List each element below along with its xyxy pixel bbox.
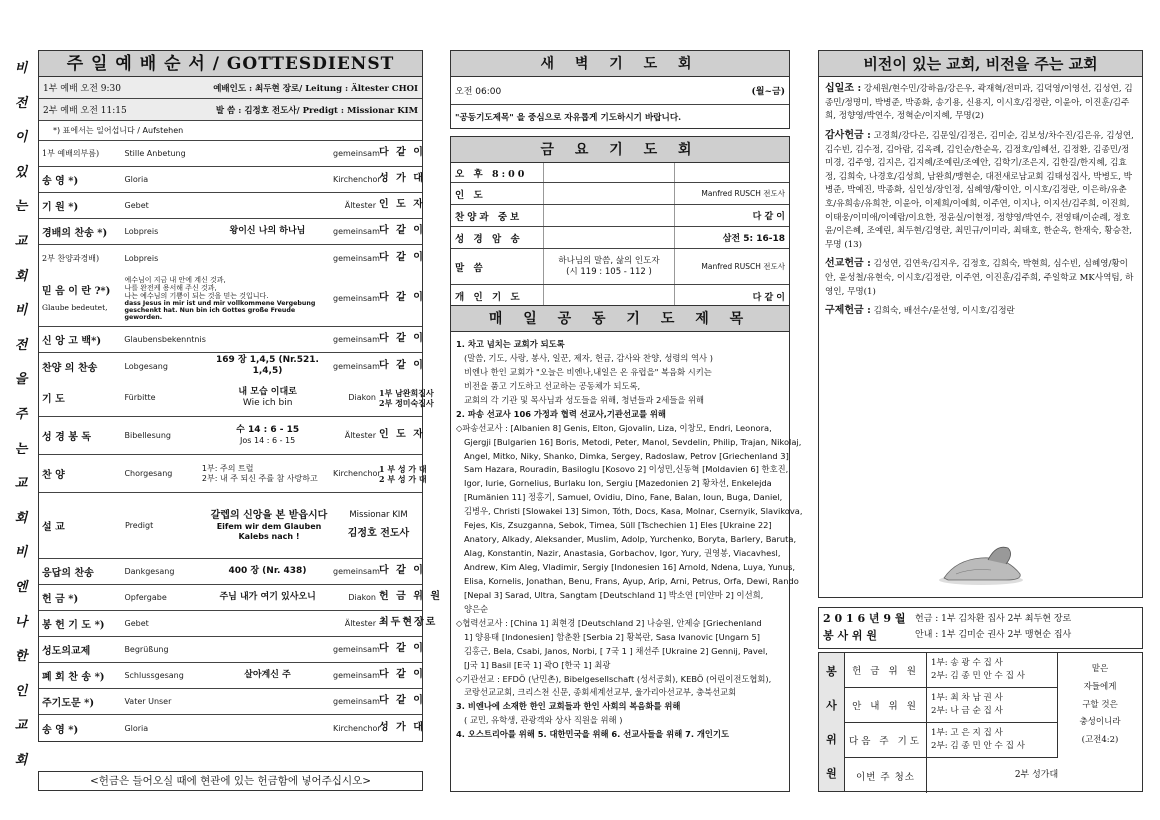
service-item-label: 신 앙 고 백*)	[42, 336, 102, 347]
service-item-content: 왕이신 나의 하나님	[229, 226, 306, 237]
sermon-title-de-2: Kalebs nach !	[238, 531, 300, 541]
duty-side-char: 위	[826, 733, 837, 746]
friday-row	[451, 227, 789, 249]
friday-item-content	[543, 227, 675, 248]
vertical-char: 이	[14, 130, 28, 146]
vertical-char: 비	[14, 61, 28, 76]
creed-line: 나를 완전케 용서해 주신 것과,	[124, 283, 217, 292]
service-item-part: Kirchenchor	[333, 723, 381, 733]
sermon-row	[39, 493, 422, 559]
vertical-char: 비	[14, 303, 28, 319]
vertical-char: 교	[14, 476, 28, 492]
worship-title: 주 일 예 배 순 서 / GOTTESDIENST	[39, 51, 422, 77]
service-item-leader: 인 도 자	[379, 199, 425, 211]
duty-row	[845, 723, 1057, 758]
prayer-line: 양은순	[464, 603, 489, 614]
offerings-panel	[818, 50, 1143, 598]
vertical-char: 교	[14, 718, 28, 734]
service-row	[39, 585, 443, 611]
sermon-title	[203, 510, 335, 541]
quote-line: 구할 것은	[1082, 699, 1118, 710]
leader: 예배인도 : 최두현 장로/ Leitung : Ältester CHOI	[213, 83, 418, 94]
duty-row	[845, 653, 1057, 688]
vertical-char: 교	[14, 233, 28, 249]
duty-side-char: 원	[826, 767, 837, 780]
duty-people	[927, 692, 1003, 718]
choir-label: 찬 양	[42, 470, 65, 481]
daily-prayer-title: 매 일 공 동 기 도 제 목	[451, 306, 789, 332]
intercession-hymn-ko: 내 모습 이대로	[238, 386, 297, 397]
friday-item-content	[543, 285, 675, 307]
service-row	[39, 663, 425, 689]
choir-song-1: 1부: 주의 트럴	[201, 463, 254, 473]
service-item-part: gemeinsam	[333, 671, 380, 680]
choir-leader-2: 2 부 성 가 대	[379, 473, 427, 484]
service-item-label: 2부 찬양과경배)	[42, 253, 100, 263]
prayer-line: [J국 1] Basil [E국 1] 곽O [한국 1] 최광	[464, 659, 611, 670]
service-item-content: 169 장 1,4,5 (Nr.521. 1,4,5)	[215, 355, 319, 376]
service-item-part: Kirchenchor	[333, 175, 381, 184]
service-item-leader: 다 같 이	[379, 643, 425, 655]
service-item-part: Ältester	[344, 619, 376, 628]
tithe-section	[825, 81, 1136, 124]
creed-text	[124, 276, 333, 322]
duty-role: 헌 금 위 원	[845, 653, 927, 687]
duty-person-1: 1부: 고 은 지 집 사	[931, 728, 1003, 739]
thanks-names: 고경희/강다은, 김문일/김정은, 김미순, 김보성/차수진/김은유, 김성연, 김수빈, 김수정, 김아람, 김옥례, 김인순/한순옥, 김정호/임혜선, 김정환, 김종민/정미경, 김주영, 김지은, 김지혜/조예린/조예안, 김학기/조은지, 김한길/한지혜, 김효정, 김희숙, 나경호/김성희, 남완희/맹현순, 대전새로남교회 김태성집사, 박병도, 박병준, 박예진, 박종화, 심인성/장인정, 심혜영/황이안, 이시호/김정란, 이은하/유춘호/유희송/유희찬, 이윤아, 이제희/이예희, 이주연, 이지나, 이지선/김주희, 이진희, 이태웅/이미애/이예람/이요한, 정윤실/이현정, 정향영/박연수, 전영태/이순례, 정호윤/이은혜, 조예린, 최두현/김영란, 최민규/이미라, 최태호, 한순옥, 한재숙, 황승찬, 무명 (13)	[825, 130, 1134, 250]
creed-line: 나는 예수님의 기쁨이 되는 것을 믿는 것입니다.	[124, 291, 269, 300]
reading-label: 성 경 봉 독	[42, 432, 92, 443]
vertical-char: 엔	[14, 579, 28, 595]
friday-time-mid	[543, 163, 675, 182]
service-item-part: gemeinsam	[333, 149, 380, 158]
prayer-line: Fejes, Kis, Zsuzganna, Sebok, Timea, Süll [Tschechien 1] Eles [Ukraine 22]	[464, 520, 772, 531]
duty-person-2: 2부: 김 종 민 안 수 집 사	[931, 741, 1025, 751]
friday-item-label: 찬양과 중보	[455, 211, 523, 223]
prayer-line: 김홍근, Bela, Csabi, Janos, Norbi, [ 7국 1 ] 채선주 [Ukraine 2] Gennij, Pavel,	[464, 645, 768, 656]
choir-leader-1: 1 부 성 가 대	[379, 463, 427, 474]
vertical-char: 비	[14, 545, 28, 561]
reading-row	[39, 417, 425, 455]
service-row	[39, 327, 425, 353]
friday-item-leader: Manfred RUSCH 전도사	[701, 189, 785, 198]
intercession-leaders	[379, 387, 434, 408]
vertical-char: 는	[14, 441, 28, 457]
service-item-label: 찬양 의 찬송	[42, 362, 98, 374]
september-month: 2 0 1 6 년 9 월	[823, 612, 906, 625]
intercession-hymn-de: Wie ich bin	[242, 397, 293, 408]
service-item-de: Opfergabe	[124, 593, 167, 602]
sermon-de: Predigt	[125, 521, 154, 530]
prayer-line: 코랑선교교회, 크리스천 신문, 종회세계선교부, 울가리아선교부, 충북선교회	[464, 687, 737, 698]
service-item-label: 기 원 *)	[42, 202, 79, 213]
service-item-part: Diakon	[348, 593, 376, 602]
quote-line: 자들에게	[1083, 681, 1117, 692]
september-servants-label: 봉 사 위 원	[823, 628, 877, 642]
service-item-leader: 다 같 이	[379, 225, 425, 237]
service-item-part: gemeinsam	[333, 645, 380, 654]
service-item-leader: 성 가 대	[379, 173, 425, 185]
duty-person-1: 1부: 최 차 남 권 사	[931, 693, 1003, 704]
prayer-line: Igor, Iurie, Gornelius, Burlaku Ion, Sergiu [Mazedonien 2] 황차선, Enkelejda	[464, 478, 772, 489]
service-row	[39, 193, 425, 219]
prayer-line: 3. 비엔나에 소재한 한인 교회들과 한인 사회의 복음화를 위해	[456, 701, 681, 712]
prayer-line: ◇기관선교 : EFDÖ (난민촌), Bibelgesellschaft (성서공회), KEBÖ (어린이전도협회),	[456, 673, 772, 684]
service-item-content: 주님 내가 여기 있사오니	[219, 592, 316, 603]
service-row	[39, 611, 438, 637]
service-item-part: gemeinsam	[333, 253, 380, 263]
relief-section	[825, 303, 1136, 319]
service-item-de: Vater Unser	[124, 697, 172, 706]
service-item-label: 폐 회 찬 송 *)	[42, 672, 105, 683]
dawn-days: (월~금)	[751, 87, 785, 97]
vertical-char: 는	[14, 199, 28, 215]
quote-line: (고전4:2)	[1081, 735, 1119, 746]
dawn-title: 새 벽 기 도 회	[451, 51, 789, 77]
quote-line: 맡은	[1091, 663, 1109, 674]
service-item-label: 주기도문 *)	[42, 698, 95, 709]
cleaning-label: 이번 주 청소	[845, 758, 927, 793]
vertical-char: 회	[14, 752, 28, 768]
service-item-de: Gebet	[124, 619, 149, 628]
service-row	[39, 245, 425, 271]
intercession-part: Diakon	[348, 393, 376, 402]
vertical-slogan	[6, 62, 36, 767]
prayer-line: [Rumänien 11] 정홍기, Samuel, Ovidiu, Dino, Fane, Balan, Ioun, Buga, Daniel,	[464, 492, 783, 503]
service-row	[39, 715, 425, 741]
creed-line: geschenkt hat. Nun bin ich Gottes große Freude geworden.	[124, 306, 296, 322]
vertical-char: 인	[14, 683, 28, 699]
vertical-char: 나	[14, 614, 28, 630]
service-item-de: Schlussgesang	[124, 671, 184, 680]
sermon-preacher	[335, 507, 422, 544]
reading-de: Bibellesung	[124, 431, 171, 440]
friday-time: 오 후 8:00	[455, 168, 528, 180]
friday-item-content	[543, 249, 675, 284]
relief-label: 구제헌금 :	[825, 305, 871, 317]
dawn-time-row	[451, 77, 789, 105]
friday-item-label: 인 도	[455, 189, 486, 201]
service-item-leader: 다 같 이	[379, 147, 425, 159]
second-service-row	[39, 99, 422, 121]
prayer-line: [Nepal 3] Sarad, Ultra, Sangtam [Deutschland 1] 박소연 [미얀마 2] 이선희,	[464, 589, 764, 600]
prayer-line: (말씀, 기도, 사랑, 봉사, 일꾼, 제자, 헌금, 감사와 찬양, 성령의 역사 )	[464, 352, 713, 363]
duty-role: 다음 주 기도	[845, 723, 927, 757]
creed-label	[39, 283, 124, 315]
creed-line: dass Jesus in mir ist und mir vollkommene Vergebung	[124, 299, 316, 307]
choir-de: Chorgesang	[124, 469, 173, 478]
service-item-label: 경배의 찬송 *)	[42, 228, 108, 239]
service-item-de: Lobgesang	[124, 361, 168, 371]
standing-note-row	[39, 121, 422, 141]
choir-part: Kirchenchor	[333, 469, 381, 478]
friday-mid-line: 하나님의 말씀, 삶의 인도자	[558, 256, 660, 267]
service-item-label: 성도의교제	[42, 646, 91, 657]
standing-note: *) 표에서는 일어섭니다 / Aufstehen	[53, 126, 184, 135]
service-item-label: 1부 예배의부름)	[42, 149, 100, 158]
duty-person-2: 2부: 나 금 순 집 사	[931, 706, 1003, 716]
friday-item-content	[543, 183, 675, 204]
prayer-line: 1. 차고 넘치는 교회가 되도록	[456, 339, 565, 349]
friday-item-label: 개 인 기 도	[455, 292, 523, 303]
service-item-part: Ältester	[344, 201, 376, 210]
prayer-line: 2. 파송 선교사 106 가정과 협력 선교사,기관선교를 위해	[456, 408, 666, 419]
september-label	[823, 611, 906, 644]
friday-item-leader: 다 같 이	[752, 292, 785, 303]
service-item-de: Dankgesang	[124, 567, 175, 576]
creed-line: 예수님이 지금 내 안에 계신 것과,	[124, 275, 226, 284]
daily-prayer-panel	[450, 305, 803, 792]
service-item-leader: 성 가 대	[379, 721, 425, 733]
service-row	[39, 141, 425, 167]
service-item-leader: 다 같 이	[379, 669, 425, 681]
prayer-line: ◇파송선교사 : [Albanien 8] Genis, Elton, Gjovalin, Liza, 이창모, Endri, Leonora,	[456, 422, 772, 433]
service-item-label: 응답의 찬송	[42, 568, 94, 579]
vertical-char: 전	[14, 337, 28, 353]
service-item-label: 송 영 *)	[42, 176, 79, 187]
friday-item-content	[543, 205, 675, 226]
duty-people	[927, 727, 1025, 753]
service-item-leader: 헌 금 위 원	[379, 591, 443, 603]
mission-label: 선교헌금 :	[825, 258, 871, 270]
friday-row	[451, 249, 789, 285]
service-row	[39, 689, 425, 715]
first-service-time: 1부 예배 오전 9:30	[43, 84, 121, 94]
service-item-de: Begrüßung	[124, 645, 169, 654]
cleaning-row	[845, 758, 1142, 793]
service-row	[39, 167, 425, 193]
service-row	[39, 559, 425, 585]
duty-person-1: 1부: 송 광 수 집 사	[931, 658, 1003, 669]
choir-songs	[202, 464, 333, 483]
reading-part: Ältester	[344, 431, 376, 440]
service-item-de: Glaubensbekenntnis	[124, 335, 206, 344]
offerings-body	[819, 77, 1142, 323]
second-service-time: 2부 예배 오전 11:15	[43, 106, 127, 116]
service-item-leader: 다 같 이	[379, 565, 425, 577]
friday-row	[451, 285, 789, 307]
offering-notice: <헌금은 들어오실 때에 현관에 있는 헌금함에 넣어주십시오>	[38, 771, 423, 791]
september-duties	[915, 611, 1071, 643]
service-item-content: 살아계신 주	[244, 670, 291, 681]
service-item-leader: 다 같 이	[379, 359, 425, 371]
relief-names: 김희숙, 배선수/윤선영, 이시호/김정란	[873, 306, 1015, 317]
sermon-preacher-de: Missionar KIM	[349, 510, 408, 520]
intercession-leader-1: 1부 남완희집사	[379, 387, 434, 398]
service-item-content: 400 장 (Nr. 438)	[228, 566, 307, 577]
prayer-line: Anatory, Alkady, Aleksander, Muslim, Adolp, Yurchenko, Boryta, Barlery, Baruta,	[464, 534, 797, 545]
worship-order-table	[38, 50, 443, 742]
intercession-de: Fürbitte	[124, 393, 156, 402]
choir-song-2: 2부: 내 주 되신 주를 참 사랑하고	[201, 473, 318, 483]
tithe-label: 십일조 :	[825, 83, 862, 94]
mission-section	[825, 256, 1136, 299]
service-item-label: 봉 헌 기 도 *)	[42, 620, 105, 631]
duty-table	[818, 652, 1143, 792]
vertical-char: 회	[14, 510, 28, 526]
intercession-label: 기 도	[42, 394, 65, 405]
friday-time-row	[451, 163, 789, 183]
first-service-row	[39, 77, 422, 99]
prayer-line: Angel, Mitko, Niky, Shanko, Dimka, Sergey, Radoslaw, Petrov [Griechenland 3]	[464, 450, 789, 461]
service-item-label: 헌 금 *)	[42, 594, 79, 605]
friday-item-label: 성 경 암 송	[455, 233, 523, 245]
reading-leader: 인 도 자	[379, 429, 425, 441]
daily-prayer-body	[451, 332, 803, 748]
vertical-char: 을	[14, 372, 28, 388]
quote-line: 충성이니라	[1079, 717, 1121, 728]
dawn-prayer-panel	[450, 50, 790, 129]
service-item-de: Lobpreis	[124, 227, 159, 236]
duty-row	[845, 688, 1057, 723]
reading-passage	[202, 425, 333, 445]
reading-passage-ko: 수 14 : 6 - 15	[236, 425, 300, 436]
service-item-de: Gloria	[124, 175, 149, 184]
sermon-title-ko: 갈렙의 신앙을 본 받읍시다	[210, 509, 328, 521]
september-servants	[818, 607, 1143, 649]
service-item-part: gemeinsam	[333, 567, 380, 576]
prayer-line: Elisa, Kornelis, Jonathan, Benu, Frans, Ayup, Arip, Arni, Petrus, Orfa, Dewi, Rando	[464, 575, 799, 586]
prayer-line: Sam Hazara, Rouradin, Basiloglu [Kosovo 2] 이성민,신동혁 [Moldavien 6] 한호진,	[464, 464, 789, 475]
reading-passage-de: Jos 14 : 6 - 15	[240, 436, 296, 446]
intercession-hymn	[202, 387, 333, 409]
prayer-line: ◇협력선교사 : [China 1] 최현경 [Deutschland 2] 나승원, 안제승 [Griechenland	[456, 617, 762, 628]
thanks-label: 감사헌금 :	[825, 129, 871, 141]
creed-label-ko: 믿 음 이 란 ?*)	[42, 285, 111, 297]
vertical-char: 회	[14, 268, 28, 284]
mission-names: 김성연, 김연욱/김지우, 김정호, 김희숙, 박현희, 심수빈, 심혜영/황이안, 윤성철/유현숙, 이시호/김정란, 이주연, 이진훈/김주희, 주일학교 MK사역팀, 하영인, 무명(1)	[825, 259, 1134, 297]
creed-leader: 다 같 이	[379, 292, 425, 304]
service-row	[39, 637, 425, 663]
prayer-line: 비엔나 한인 교회가 "오늘은 비엔나,내일은 온 유럽을" 복음화 시키는	[464, 366, 712, 377]
dawn-note: "공동기도제목" 을 중심으로 자유롭게 기도하시기 바랍니다.	[455, 112, 682, 123]
service-item-part: gemeinsam	[333, 335, 380, 344]
vertical-char: 주	[14, 406, 28, 422]
dawn-time: 오전 06:00	[455, 87, 502, 97]
friday-item-leader: 다 같 이	[752, 212, 785, 222]
duty-side-label	[819, 653, 845, 791]
friday-item-label: 말 씀	[455, 262, 486, 274]
service-item-part: gemeinsam	[333, 227, 380, 236]
friday-row	[451, 205, 789, 227]
prayer-line: Gjergji [Bulgarien 16] Boris, Metodi, Peter, Manol, Sevdelin, Philip, Trajan, Nikolaj,	[464, 436, 802, 447]
sermon-title-de-1: Eifem wir dem Glauben	[216, 521, 322, 531]
tithe-names: 강세원/현수민/강하음/강은우, 곽재혁/전미과, 김덕영/이영선, 김성연, 김종민/정명미, 박병준, 박종화, 송기용, 신용지, 이시호/김정란, 이윤아, 이진훈/김주희, 정향영/박연수, 정혁순/이지혜, 무명(2)	[825, 84, 1133, 122]
duty-side-char: 봉	[826, 665, 837, 678]
intercession-leader-2: 2부 정미숙집사	[379, 397, 434, 408]
service-item-de: Gloria	[124, 723, 149, 733]
service-item-leader: 다 같 이	[379, 695, 425, 707]
sleeping-figure-illustration	[936, 530, 1026, 590]
friday-item-leader: Manfred RUSCH 전도사	[701, 262, 785, 271]
creed-label-de: Glaube bedeutet,	[42, 302, 108, 312]
service-item-part: gemeinsam	[333, 361, 380, 371]
service-item-part: gemeinsam	[333, 697, 380, 706]
sermon-label: 설 교	[42, 522, 65, 533]
service-item-leader: 다 같 이	[379, 251, 425, 263]
vertical-char: 전	[14, 95, 28, 111]
service-item-leader: 최두현장로	[379, 617, 438, 629]
prayer-line: 비전을 품고 기도하고 선교하는 공동체가 되도록,	[464, 380, 641, 391]
friday-row	[451, 183, 789, 205]
duty-role: 안 내 위 원	[845, 688, 927, 722]
offerings-title: 비전이 있는 교회, 비전을 주는 교회	[819, 51, 1142, 77]
service-item-de: Gebet	[124, 201, 149, 210]
service-row	[39, 219, 425, 245]
duty-person-2: 2부: 김 종 민 안 수 집 사	[931, 671, 1025, 681]
cleaning-value: 2부 성가대	[1014, 769, 1059, 780]
prayer-line: Alag, Konstantin, Nazir, Anastasia, Gorbachov, Igor, Yury, 권영봉, Viacavhesl,	[464, 548, 781, 559]
prayer-line: 김병우, Christi [Slowakei 13] Simon, Tóth, Docs, Kasa, Molnar, Csernyik, Slavikova,	[464, 506, 803, 517]
service-item-de: Lobpreis	[124, 253, 159, 263]
friday-item-leader: 삼전 5: 16-18	[722, 234, 785, 244]
prayer-line: Andrew, Kim Aleg, Vladimir, Sergiy [Indonesien 16] Arnold, Ndena, Luya, Yunus,	[464, 562, 796, 572]
creed-part: gemeinsam	[333, 294, 380, 303]
prayer-line: 4. 오스트리아를 위해 5. 대한민국을 위해 6. 선교사들을 위해 7. 개인기도	[456, 729, 729, 740]
intercession-row	[39, 379, 434, 417]
prayer-line: 교회의 각 기관 및 목사님과 성도들을 위해, 청년들과 2세들을 위해	[464, 394, 705, 405]
choir-leaders	[379, 463, 427, 484]
vertical-char: 한	[14, 649, 28, 665]
duty-side-char: 사	[826, 699, 837, 712]
prayer-line: ( 교민, 유학생, 관광객와 상사 직원을 위해 )	[464, 715, 623, 726]
friday-title: 금 요 기 도 회	[451, 137, 789, 163]
thanks-section	[825, 128, 1136, 252]
preacher: 발 씀 : 김정호 전도사/ Predigt : Missionar KIM	[215, 105, 418, 116]
service-item-leader: 다 같 이	[379, 333, 425, 345]
creed-row	[39, 271, 425, 327]
friday-prayer-panel	[450, 136, 790, 308]
friday-mid-line: (시 119 : 105 - 112 )	[566, 266, 652, 277]
prayer-line: 1] 양용태 [Indonesien] 함춘환 [Serbia 2] 황복란, Sasa Ivanovic [Ungarn 5]	[464, 631, 760, 642]
sermon-preacher-ko: 김정호 전도사	[347, 528, 410, 539]
vertical-char: 있	[14, 164, 28, 180]
service-row	[39, 353, 425, 379]
bible-quote	[1057, 653, 1142, 758]
service-item-de: Stille Anbetung	[124, 149, 186, 158]
september-guide: 안내 : 1부 김미순 권사 2부 맹현순 집사	[915, 630, 1072, 641]
duty-people	[927, 657, 1025, 683]
september-offering: 헌금 : 1부 김차환 집사 2부 최두현 장로	[915, 614, 1072, 624]
choir-row	[39, 455, 427, 493]
service-item-label: 송 영 *)	[42, 724, 79, 736]
